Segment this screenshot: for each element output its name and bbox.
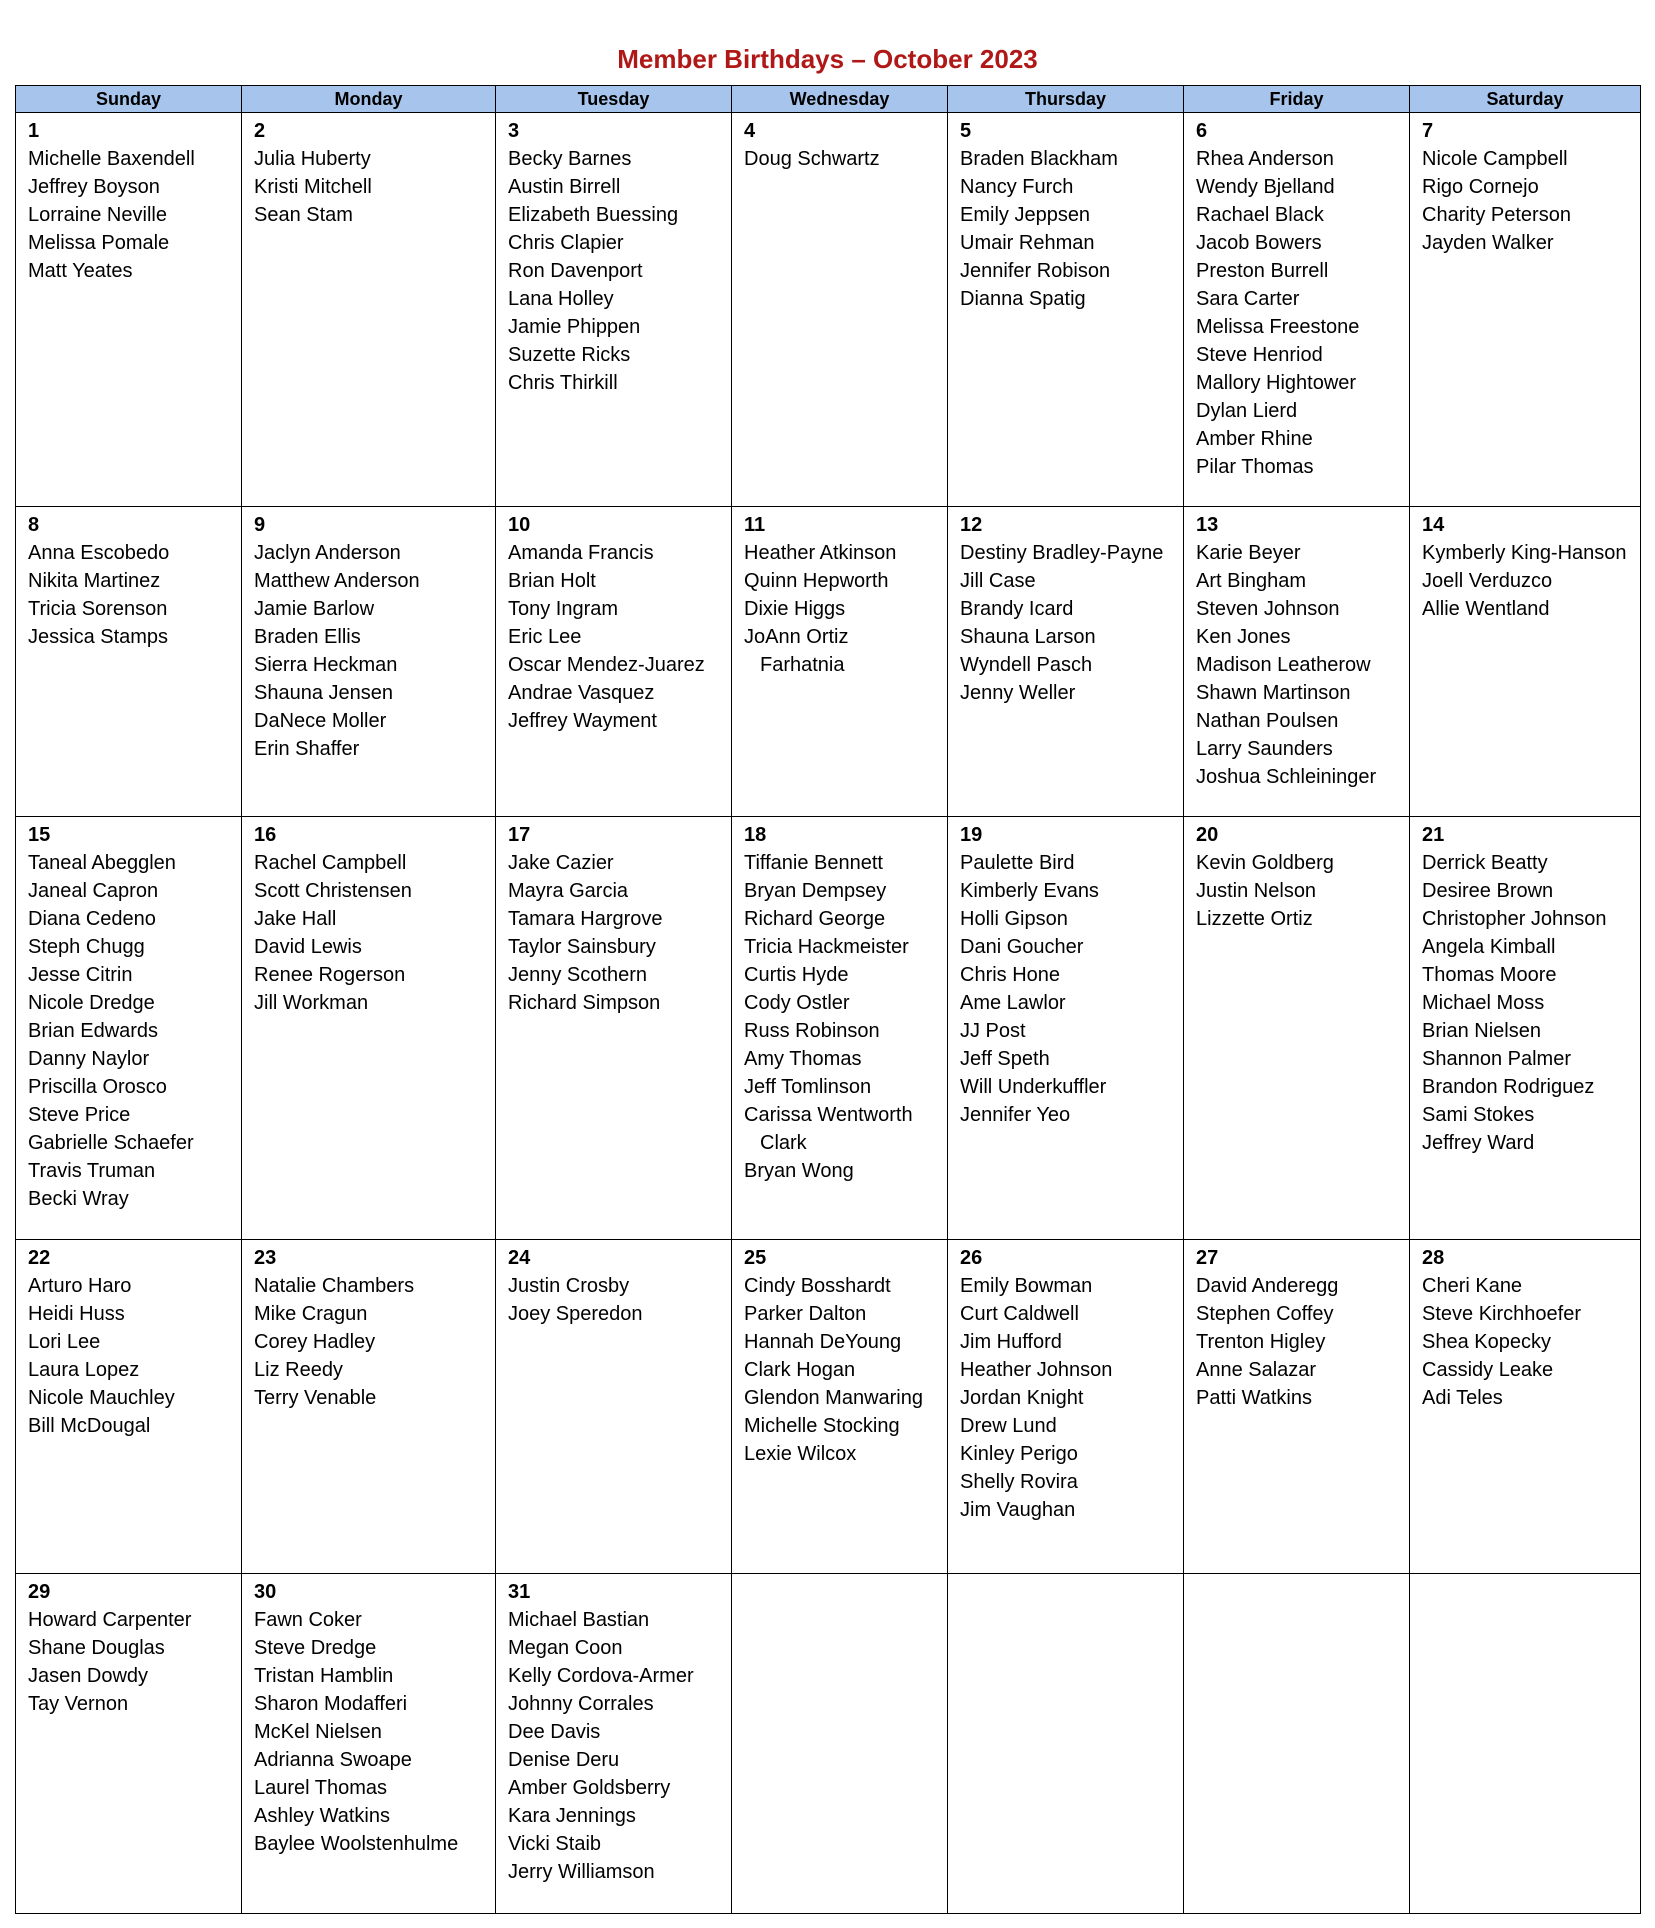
- member-name: Jim Vaughan: [960, 1499, 1076, 1521]
- member-name: Becky Barnes: [508, 148, 632, 170]
- member-name: Ken Jones: [1196, 626, 1291, 648]
- member-name: Bill McDougal: [28, 1415, 151, 1437]
- day-number: 10: [508, 514, 531, 536]
- member-name: Shane Douglas: [28, 1637, 165, 1659]
- member-name: Tiffanie Bennett: [744, 852, 883, 874]
- member-name: Trenton Higley: [1196, 1331, 1326, 1353]
- member-name: Lizzette Ortiz: [1196, 908, 1313, 930]
- day-number: 25: [744, 1247, 767, 1269]
- member-name: Bryan Dempsey: [744, 880, 887, 902]
- day-number: 23: [254, 1247, 277, 1269]
- member-name: Allie Wentland: [1422, 598, 1550, 620]
- day-cell: [496, 1574, 732, 1914]
- member-name: Clark: [760, 1132, 807, 1154]
- day-cell: [496, 507, 732, 817]
- day-cell: [496, 1240, 732, 1574]
- member-name: Laura Lopez: [28, 1359, 140, 1381]
- member-name: Sara Carter: [1196, 288, 1300, 310]
- member-name: Chris Hone: [960, 964, 1061, 986]
- day-number: 1: [28, 120, 40, 142]
- member-name: Baylee Woolstenhulme: [254, 1833, 459, 1855]
- day-cell: [1184, 507, 1410, 817]
- member-name: Cindy Bosshardt: [744, 1275, 891, 1297]
- member-name: Drew Lund: [960, 1415, 1057, 1437]
- member-name: Glendon Manwaring: [744, 1387, 923, 1409]
- member-name: Ron Davenport: [508, 260, 643, 282]
- member-name: Adrianna Swoape: [254, 1749, 412, 1771]
- week-row: [16, 1240, 1641, 1574]
- member-name: Jasen Dowdy: [28, 1665, 149, 1687]
- member-name: Vicki Staib: [508, 1833, 602, 1855]
- day-number: 24: [508, 1247, 531, 1269]
- member-name: Kristi Mitchell: [254, 176, 372, 198]
- member-name: Dylan Lierd: [1196, 400, 1298, 422]
- member-name: Umair Rehman: [960, 232, 1095, 254]
- member-name: Adi Teles: [1422, 1387, 1503, 1409]
- member-name: Russ Robinson: [744, 1020, 880, 1042]
- day-number: 11: [744, 514, 766, 536]
- day-number: 21: [1422, 824, 1445, 846]
- day-number: 30: [254, 1581, 277, 1603]
- day-cell: [732, 113, 948, 507]
- member-name: Dianna Spatig: [960, 288, 1086, 310]
- week-row: [16, 507, 1641, 817]
- member-name: Pilar Thomas: [1196, 456, 1314, 478]
- member-name: Taylor Sainsbury: [508, 936, 656, 958]
- member-name: Patti Watkins: [1196, 1387, 1312, 1409]
- member-name: Curtis Hyde: [744, 964, 849, 986]
- member-name: Jeffrey Boyson: [28, 176, 160, 198]
- member-name: David Lewis: [254, 936, 362, 958]
- member-name: Braden Blackham: [960, 148, 1118, 170]
- member-name: Hannah DeYoung: [744, 1331, 902, 1353]
- member-name: Eric Lee: [508, 626, 582, 648]
- member-name: Steve Dredge: [254, 1637, 377, 1659]
- member-name: Karie Beyer: [1196, 542, 1301, 564]
- day-cell: [948, 1574, 1184, 1914]
- member-name: Rhea Anderson: [1196, 148, 1334, 170]
- weekday-header-row: [16, 86, 1641, 113]
- member-name: Lexie Wilcox: [744, 1443, 857, 1465]
- day-cell: [1410, 817, 1641, 1240]
- member-name: Jayden Walker: [1422, 232, 1554, 254]
- member-name: Destiny Bradley-Payne: [960, 542, 1164, 564]
- member-name: Tricia Hackmeister: [744, 936, 909, 958]
- member-name: Janeal Capron: [28, 880, 159, 902]
- member-name: Parker Dalton: [744, 1303, 867, 1325]
- day-cell: [242, 1574, 496, 1914]
- member-name: Johnny Corrales: [508, 1693, 654, 1715]
- member-name: Heidi Huss: [28, 1303, 125, 1325]
- member-name: Holli Gipson: [960, 908, 1068, 930]
- day-number: 5: [960, 120, 972, 142]
- member-name: Kevin Goldberg: [1196, 852, 1334, 874]
- member-name: Andrae Vasquez: [508, 682, 655, 704]
- day-cell: [948, 817, 1184, 1240]
- member-name: Jamie Barlow: [254, 598, 375, 620]
- member-name: Wyndell Pasch: [960, 654, 1093, 676]
- member-name: Ashley Watkins: [254, 1805, 390, 1827]
- member-name: Jill Workman: [254, 992, 369, 1014]
- day-cell: [1184, 1574, 1410, 1914]
- member-name: Jake Hall: [254, 908, 337, 930]
- day-cell: [496, 817, 732, 1240]
- member-name: Priscilla Orosco: [28, 1076, 167, 1098]
- day-cell: [1410, 507, 1641, 817]
- member-name: Tay Vernon: [28, 1693, 129, 1715]
- member-name: Jeffrey Wayment: [508, 710, 657, 732]
- member-name: Sami Stokes: [1422, 1104, 1535, 1126]
- member-name: Suzette Ricks: [508, 344, 631, 366]
- member-name: Steven Johnson: [1196, 598, 1340, 620]
- member-name: Melissa Freestone: [1196, 316, 1360, 338]
- member-name: Nikita Martinez: [28, 570, 161, 592]
- member-name: Renee Rogerson: [254, 964, 406, 986]
- member-name: Emily Jeppsen: [960, 204, 1091, 226]
- member-name: Chris Clapier: [508, 232, 624, 254]
- member-name: Curt Caldwell: [960, 1303, 1079, 1325]
- member-name: Nicole Dredge: [28, 992, 155, 1014]
- member-name: Art Bingham: [1196, 570, 1307, 592]
- member-name: Anne Salazar: [1196, 1359, 1317, 1381]
- member-name: Jessica Stamps: [28, 626, 169, 648]
- member-name: Jordan Knight: [960, 1387, 1084, 1409]
- member-name: Travis Truman: [28, 1160, 156, 1182]
- member-name: Rachel Campbell: [254, 852, 407, 874]
- day-number: 13: [1196, 514, 1219, 536]
- member-name: Clark Hogan: [744, 1359, 856, 1381]
- member-name: DaNece Moller: [254, 710, 387, 732]
- weekday-header: Friday: [1184, 86, 1410, 113]
- member-name: Carissa Wentworth: [744, 1104, 913, 1126]
- day-number: 16: [254, 824, 277, 846]
- day-number: 17: [508, 824, 531, 846]
- member-name: Dixie Higgs: [744, 598, 846, 620]
- member-name: Jennifer Robison: [960, 260, 1111, 282]
- day-cell: [16, 507, 242, 817]
- member-name: Natalie Chambers: [254, 1275, 415, 1297]
- member-name: Brandon Rodriguez: [1422, 1076, 1595, 1098]
- member-name: Taneal Abegglen: [28, 852, 176, 874]
- member-name: Nathan Poulsen: [1196, 710, 1339, 732]
- member-name: JoAnn Ortiz: [744, 626, 849, 648]
- member-name: Megan Coon: [508, 1637, 623, 1659]
- member-name: Denise Deru: [508, 1749, 620, 1771]
- member-name: Elizabeth Buessing: [508, 204, 679, 226]
- member-name: Preston Burrell: [1196, 260, 1329, 282]
- member-name: Heather Johnson: [960, 1359, 1113, 1381]
- member-name: Cody Ostler: [744, 992, 850, 1014]
- member-name: Mayra Garcia: [508, 880, 629, 902]
- day-number: 27: [1196, 1247, 1219, 1269]
- member-name: Melissa Pomale: [28, 232, 170, 254]
- member-name: Tamara Hargrove: [508, 908, 663, 930]
- member-name: Emily Bowman: [960, 1275, 1093, 1297]
- member-name: Braden Ellis: [254, 626, 361, 648]
- member-name: Shelly Rovira: [960, 1471, 1078, 1493]
- day-cell: [242, 1240, 496, 1574]
- member-name: Amanda Francis: [508, 542, 654, 564]
- member-name: Desiree Brown: [1422, 880, 1554, 902]
- member-name: Christopher Johnson: [1422, 908, 1607, 930]
- member-name: Jeff Tomlinson: [744, 1076, 872, 1098]
- member-name: Erin Shaffer: [254, 738, 360, 760]
- day-cell: [242, 817, 496, 1240]
- member-name: Fawn Coker: [254, 1609, 362, 1631]
- member-name: Cheri Kane: [1422, 1275, 1523, 1297]
- member-name: Kimberly Evans: [960, 880, 1099, 902]
- day-cell: [1410, 1574, 1641, 1914]
- day-number: 7: [1422, 120, 1434, 142]
- member-name: Mike Cragun: [254, 1303, 368, 1325]
- member-name: Scott Christensen: [254, 880, 412, 902]
- day-cell: [1184, 113, 1410, 507]
- member-name: Steve Kirchhoefer: [1422, 1303, 1581, 1325]
- member-name: Shannon Palmer: [1422, 1048, 1571, 1070]
- member-name: David Anderegg: [1196, 1275, 1339, 1297]
- day-cell: [1184, 817, 1410, 1240]
- member-name: Jeff Speth: [960, 1048, 1050, 1070]
- member-name: Jeffrey Ward: [1422, 1132, 1535, 1154]
- member-name: Will Underkuffler: [960, 1076, 1107, 1098]
- member-name: Jaclyn Anderson: [254, 542, 401, 564]
- member-name: Laurel Thomas: [254, 1777, 388, 1799]
- member-name: Shawn Martinson: [1196, 682, 1351, 704]
- member-name: Jennifer Yeo: [960, 1104, 1071, 1126]
- member-name: Justin Crosby: [508, 1275, 630, 1297]
- member-name: Corey Hadley: [254, 1331, 376, 1353]
- member-name: Lorraine Neville: [28, 204, 167, 226]
- member-name: Jesse Citrin: [28, 964, 133, 986]
- member-name: Larry Saunders: [1196, 738, 1333, 760]
- week-row: [16, 1574, 1641, 1914]
- day-number: 29: [28, 1581, 51, 1603]
- member-name: Stephen Coffey: [1196, 1303, 1334, 1325]
- member-name: Steve Henriod: [1196, 344, 1323, 366]
- member-name: Paulette Bird: [960, 852, 1075, 874]
- member-name: Richard George: [744, 908, 886, 930]
- member-name: Bryan Wong: [744, 1160, 854, 1182]
- member-name: Sharon Modafferi: [254, 1693, 408, 1715]
- member-name: Sean Stam: [254, 204, 353, 226]
- member-name: Amber Rhine: [1196, 428, 1313, 450]
- weekday-header: Thursday: [948, 86, 1184, 113]
- member-name: JJ Post: [960, 1020, 1026, 1042]
- member-name: Shauna Jensen: [254, 682, 394, 704]
- day-cell: [16, 1240, 242, 1574]
- member-name: Michael Bastian: [508, 1609, 650, 1631]
- page-title: Member Birthdays – October 2023: [617, 44, 1038, 74]
- member-name: Jake Cazier: [508, 852, 614, 874]
- day-number: 8: [28, 514, 40, 536]
- week-row: [16, 113, 1641, 507]
- member-name: Shauna Larson: [960, 626, 1096, 648]
- day-cell: [948, 507, 1184, 817]
- member-name: Michelle Stocking: [744, 1415, 900, 1437]
- member-name: Brian Edwards: [28, 1020, 159, 1042]
- weekday-header: Tuesday: [496, 86, 732, 113]
- member-name: Jamie Phippen: [508, 316, 641, 338]
- day-number: 31: [508, 1581, 531, 1603]
- member-name: Joell Verduzco: [1422, 570, 1553, 592]
- member-name: Doug Schwartz: [744, 148, 880, 170]
- member-name: Mallory Hightower: [1196, 372, 1357, 394]
- day-number: 20: [1196, 824, 1219, 846]
- member-name: Rachael Black: [1196, 204, 1324, 226]
- member-name: Tricia Sorenson: [28, 598, 168, 620]
- member-name: Michelle Baxendell: [28, 148, 195, 170]
- day-number: 28: [1422, 1247, 1445, 1269]
- member-name: Amy Thomas: [744, 1048, 862, 1070]
- day-number: 2: [254, 120, 266, 142]
- member-name: Jacob Bowers: [1196, 232, 1322, 254]
- member-name: Lori Lee: [28, 1331, 101, 1353]
- day-number: 12: [960, 514, 983, 536]
- day-cell: [16, 113, 242, 507]
- day-number: 9: [254, 514, 266, 536]
- member-name: Shea Kopecky: [1422, 1331, 1551, 1353]
- member-name: Jerry Williamson: [508, 1861, 655, 1883]
- member-name: McKel Nielsen: [254, 1721, 382, 1743]
- day-number: 19: [960, 824, 983, 846]
- member-name: Danny Naylor: [28, 1048, 150, 1070]
- day-cell: [732, 817, 948, 1240]
- member-name: Rigo Cornejo: [1422, 176, 1539, 198]
- member-name: Nicole Mauchley: [28, 1387, 175, 1409]
- day-cell: [242, 507, 496, 817]
- member-name: Lana Holley: [508, 288, 614, 310]
- member-name: Amber Goldsberry: [508, 1777, 671, 1799]
- weekday-header: Monday: [242, 86, 496, 113]
- member-name: Kymberly King-Hanson: [1422, 542, 1627, 564]
- day-cell: [16, 1574, 242, 1914]
- day-cell: [16, 817, 242, 1240]
- day-number: 14: [1422, 514, 1445, 536]
- day-cell: [1410, 113, 1641, 507]
- member-name: Justin Nelson: [1196, 880, 1317, 902]
- member-name: Tristan Hamblin: [254, 1665, 394, 1687]
- member-name: Heather Atkinson: [744, 542, 897, 564]
- member-name: Steph Chugg: [28, 936, 145, 958]
- member-name: Chris Thirkill: [508, 372, 618, 394]
- member-name: Matthew Anderson: [254, 570, 420, 592]
- member-name: Thomas Moore: [1422, 964, 1557, 986]
- weekday-header: Sunday: [16, 86, 242, 113]
- member-name: Matt Yeates: [28, 260, 133, 282]
- member-name: Steve Price: [28, 1104, 131, 1126]
- day-number: 22: [28, 1247, 51, 1269]
- day-number: 3: [508, 120, 520, 142]
- member-name: Sierra Heckman: [254, 654, 398, 676]
- member-name: Kara Jennings: [508, 1805, 636, 1827]
- day-cell: [732, 1574, 948, 1914]
- member-name: Ame Lawlor: [960, 992, 1066, 1014]
- member-name: Farhatnia: [760, 654, 845, 676]
- calendar-grid: [15, 85, 1641, 1914]
- member-name: Richard Simpson: [508, 992, 661, 1014]
- member-name: Howard Carpenter: [28, 1609, 192, 1631]
- member-name: Nancy Furch: [960, 176, 1074, 198]
- day-cell: [1410, 1240, 1641, 1574]
- member-name: Liz Reedy: [254, 1359, 343, 1381]
- member-name: Michael Moss: [1422, 992, 1545, 1014]
- weekday-header: Saturday: [1410, 86, 1641, 113]
- day-cell: [948, 113, 1184, 507]
- week-row: [16, 817, 1641, 1240]
- member-name: Angela Kimball: [1422, 936, 1556, 958]
- member-name: Becki Wray: [28, 1188, 129, 1210]
- day-cell: [242, 113, 496, 507]
- member-name: Nicole Campbell: [1422, 148, 1568, 170]
- day-cell: [948, 1240, 1184, 1574]
- member-name: Arturo Haro: [28, 1275, 132, 1297]
- member-name: Charity Peterson: [1422, 204, 1571, 226]
- day-number: 4: [744, 120, 756, 142]
- member-name: Kelly Cordova-Armer: [508, 1665, 694, 1687]
- member-name: Austin Birrell: [508, 176, 621, 198]
- day-number: 18: [744, 824, 767, 846]
- day-cell: [732, 507, 948, 817]
- member-name: Joey Speredon: [508, 1303, 643, 1325]
- member-name: Julia Huberty: [254, 148, 371, 170]
- day-cell: [732, 1240, 948, 1574]
- member-name: Joshua Schleininger: [1196, 766, 1377, 788]
- member-name: Brandy Icard: [960, 598, 1074, 620]
- member-name: Anna Escobedo: [28, 542, 170, 564]
- member-name: Jim Hufford: [960, 1331, 1062, 1353]
- member-name: Terry Venable: [254, 1387, 377, 1409]
- weekday-header: Wednesday: [732, 86, 948, 113]
- day-number: 6: [1196, 120, 1208, 142]
- member-name: Diana Cedeno: [28, 908, 156, 930]
- member-name: Quinn Hepworth: [744, 570, 889, 592]
- member-name: Brian Holt: [508, 570, 596, 592]
- member-name: Oscar Mendez-Juarez: [508, 654, 705, 676]
- member-name: Madison Leatherow: [1196, 654, 1371, 676]
- member-name: Brian Nielsen: [1422, 1020, 1541, 1042]
- day-number: 15: [28, 824, 51, 846]
- day-number: 26: [960, 1247, 983, 1269]
- day-cell: [496, 113, 732, 507]
- member-name: Jenny Weller: [960, 682, 1076, 704]
- day-cell: [1184, 1240, 1410, 1574]
- member-name: Gabrielle Schaefer: [28, 1132, 194, 1154]
- member-name: Dee Davis: [508, 1721, 601, 1743]
- member-name: Wendy Bjelland: [1196, 176, 1335, 198]
- member-name: Jenny Scothern: [508, 964, 647, 986]
- member-name: Kinley Perigo: [960, 1443, 1078, 1465]
- member-name: Cassidy Leake: [1422, 1359, 1554, 1381]
- member-name: Jill Case: [960, 570, 1036, 592]
- member-name: Tony Ingram: [508, 598, 619, 620]
- member-name: Dani Goucher: [960, 936, 1084, 958]
- member-name: Derrick Beatty: [1422, 852, 1548, 874]
